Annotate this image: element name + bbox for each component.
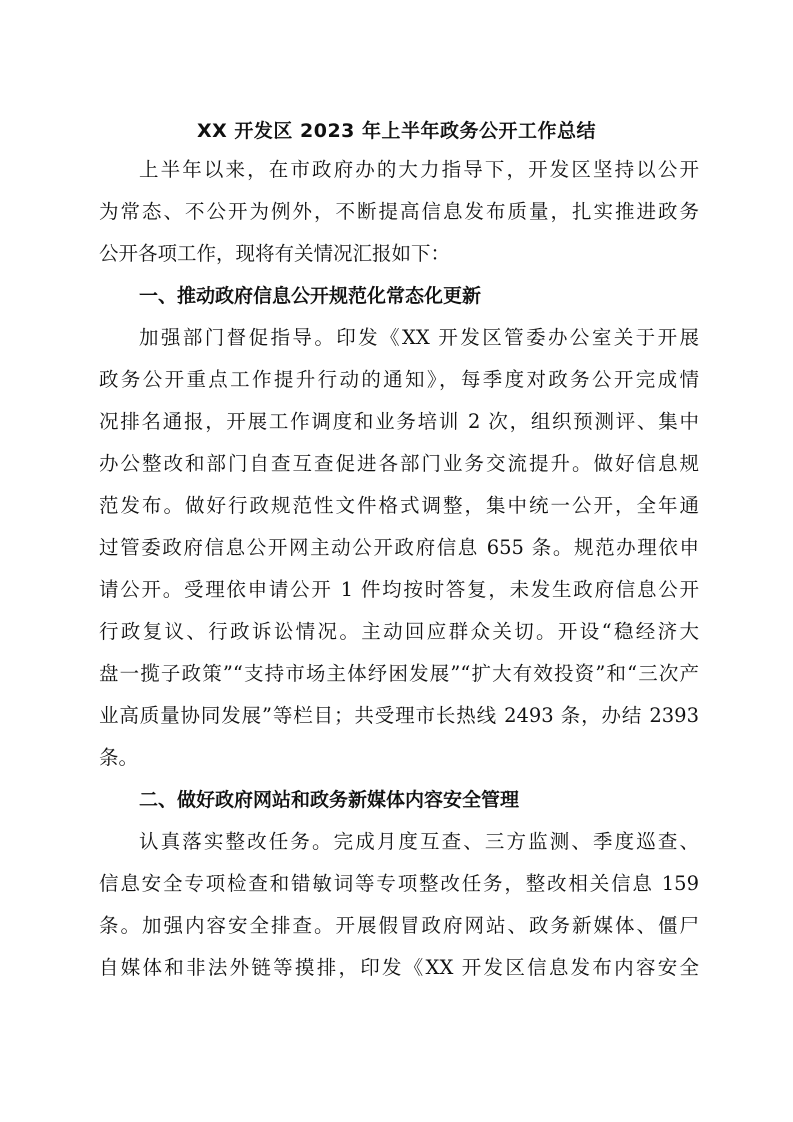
paragraph-line: 业高质量协同发展”等栏目；共受理市长热线 2493 条，办结 2393 [99, 704, 699, 727]
paragraph-line: 行政复议、行政诉讼情况。主动回应群众关切。开设“稳经济大 [99, 620, 699, 643]
paragraph-line: 加强部门督促指导。印发《XX 开发区管委办公室关于开展 [139, 326, 699, 349]
paragraph-line: 范发布。做好行政规范性文件格式调整，集中统一公开，全年通 [99, 494, 699, 517]
paragraph-line: 条。 [99, 746, 139, 769]
section-heading: 一、推动政府信息公开规范化常态化更新 [139, 285, 482, 307]
document-title: XX 开发区 2023 年上半年政务公开工作总结 [196, 120, 597, 142]
paragraph-line: 为常态、不公开为例外，不断提高信息发布质量，扎实推进政务 [99, 200, 699, 223]
paragraph-line: 办公整改和部门自查互查促进各部门业务交流提升。做好信息规 [99, 452, 699, 475]
section-heading: 二、做好政府网站和政务新媒体内容安全管理 [139, 789, 520, 811]
paragraph-line: 上半年以来，在市政府办的大力指导下，开发区坚持以公开 [139, 158, 699, 181]
paragraph-line: 自媒体和非法外链等摸排，印发《XX 开发区信息发布内容安全 [99, 956, 699, 979]
paragraph-line: 请公开。受理依申请公开 1 件均按时答复，未发生政府信息公开 [99, 578, 699, 601]
paragraph-line: 公开各项工作，现将有关情况汇报如下： [99, 242, 451, 265]
paragraph-line: 况排名通报，开展工作调度和业务培训 2 次，组织预测评、集中 [99, 410, 699, 433]
paragraph-line: 信息安全专项检查和错敏词等专项整改任务，整改相关信息 159 [99, 872, 699, 895]
paragraph-line: 盘一揽子政策”“支持市场主体纾困发展”“扩大有效投资”和“三次产 [99, 662, 699, 685]
paragraph-line: 过管委政府信息公开网主动公开政府信息 655 条。规范办理依申 [99, 536, 699, 559]
paragraph-line: 政务公开重点工作提升行动的通知》，每季度对政务公开完成情 [99, 368, 699, 391]
paragraph-line: 认真落实整改任务。完成月度互查、三方监测、季度巡查、 [139, 830, 699, 853]
paragraph-line: 条。加强内容安全排查。开展假冒政府网站、政务新媒体、僵尸 [99, 914, 699, 937]
